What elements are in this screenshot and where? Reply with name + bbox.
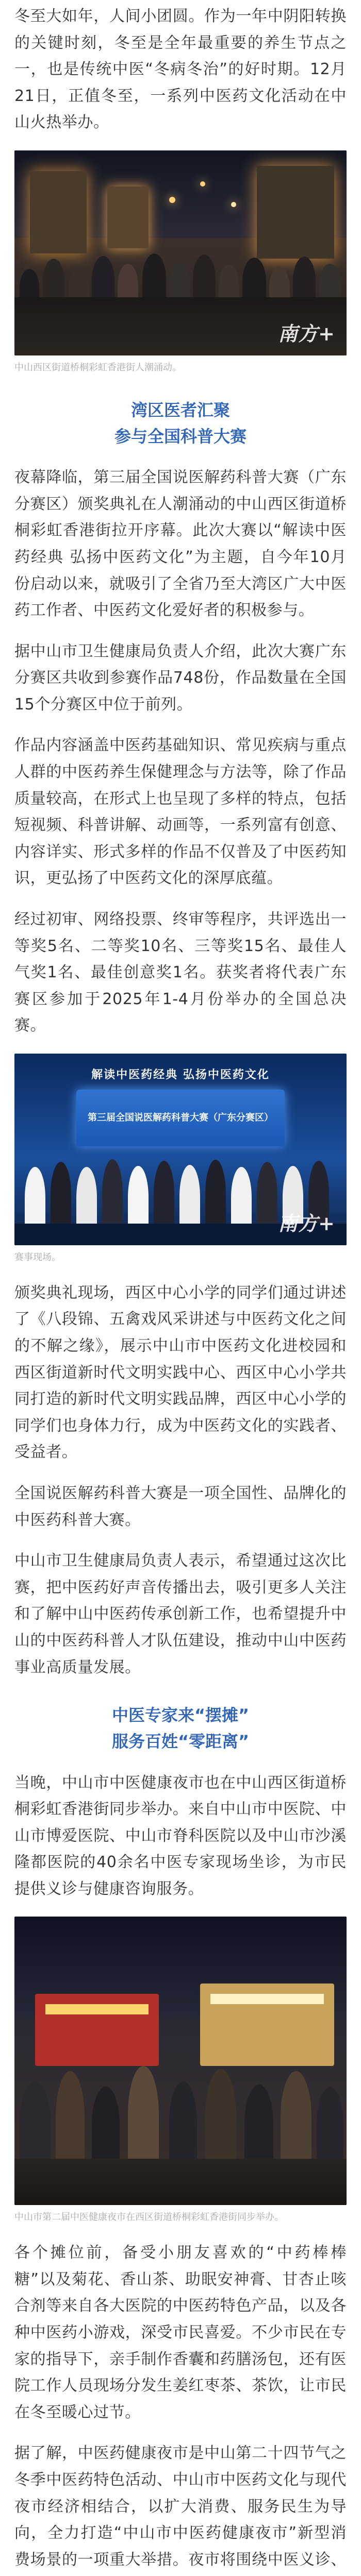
- stage-slogan: 解读中医药经典 弘扬中医药文化: [91, 1069, 270, 1082]
- paragraph: 作品内容涵盖中医药基础知识、常见疾病与重点人群的中医药养生保健理念与方法等，除了作品质量较高，在形式上也呈现了多样的特点，包括短视频、科普讲解、动画等，一系列富有创意、内容详实、形式多样的作品不仅普及了中医药知识，更弘扬了中医药文化的深厚底蕴。: [14, 736, 347, 888]
- paragraph: 据了解，中医药健康夜市是中山第二十四节气之冬季中医药特色活动、中山市中医药文化与现代夜市经济相结合，以扩大消费、服务民生为导向，全力打造“中山市中医药健康夜市”新型消费场景的一项重大举措。夜市将围绕中医义诊、: [14, 2444, 347, 2569]
- stage-banner: 第三届全国说医解药科普大赛（广东分赛区）: [88, 1112, 273, 1124]
- paragraph: 颁奖典礼现场，西区中心小学的同学们通过讲述了《八段锦、五禽戏风采讲述与中医药文化之间的不解之缘》，展示中山市中医药文化进校园和西区街道新时代文明实践中心、西区中心小学共同打造的新时代文明实践品牌，西区中心小学的同学们也身体力行，成为中医药文化的实践者、受益者。: [14, 1283, 347, 1462]
- paragraph: 全国说医解药科普大赛是一项全国性、品牌化的中医药科普大赛。: [14, 1484, 347, 1529]
- section-heading-line-1: 中医专家来“摆摊”: [111, 1705, 250, 1725]
- paragraph: 当晚，中山市中医健康夜市也在中山西区街道桥桐彩虹香港街同步举办。来自中山市中医院、中山市博爱医院、中山市脊科医院以及中山市沙溪隆都医院的40余名中医专家现场坐诊，为市民提供义诊与健康咨询服务。: [14, 1773, 347, 1898]
- photo-street-crowd: [14, 150, 347, 355]
- section-heading-line-2: 参与全国科普大赛: [114, 426, 247, 446]
- photo-caption: 赛事现场。: [14, 1252, 61, 1263]
- photo-night-market: [14, 1917, 347, 2205]
- paragraph-intro: 冬至大如年，人间小团圆。作为一年中阴阳转换的关键时刻，冬至是全年最重要的养生节点之一，也是传统中医“冬病冬治”的好时期。12月21日，正值冬至，一系列中医药文化活动在中山火热举办。: [14, 7, 347, 132]
- section-heading: [0, 1702, 361, 1755]
- section-heading-line-1: 湾区医者汇聚: [130, 400, 230, 420]
- section-heading: [0, 397, 361, 450]
- watermark-logo: 南方+: [278, 321, 335, 345]
- section-heading-line-2: 服务百姓“零距离”: [111, 1732, 250, 1752]
- paragraph: 各个摊位前，备受小朋友喜欢的“中药棒棒糖”以及菊花、香山茶、助眠安神膏、甘杏止咳合剂等来自各大医院的中医药特色产品，以及各种中医药小游戏，深受市民喜爱。不少市民在专家的指导下，亲手制作香囊和药膳汤包，还有医院工作人员现场分发生姜红枣茶、茶饮，让市民在冬至暖心过节。: [14, 2244, 347, 2421]
- photo-caption: 中山市第二届中医健康夜市在西区街道桥桐彩虹香港街同步举办。: [14, 2212, 284, 2223]
- paragraph: 据中山市卫生健康局负责人介绍，此次大赛广东分赛区共收到参赛作品748份，作品数量在全国15个分赛区中位于前列。: [14, 642, 347, 714]
- paragraph: 夜幕降临，第三届全国说医解药科普大赛（广东分赛区）颁奖典礼在人潮涌动的中山西区街道桥桐彩虹香港街拉开序幕。此次大赛以“解读中医药经典 弘扬中医药文化”为主题，自今年10月份启动以来，就吸引了全省乃至大湾区广大中医药工作者、中医药文化爱好者的积极参与。: [14, 468, 347, 620]
- paragraph: 中山市卫生健康局负责人表示，希望通过这次比赛，把中医药好声音传播出去，吸引更多人关注和了解中山中医药传承创新工作，也希望提升中山的中医药科普人才队伍建设，推动中山中医药事业高质量发展。: [14, 1552, 347, 1676]
- photo-caption: 中山西区街道桥桐彩虹香港街人潮涌动。: [14, 362, 182, 373]
- watermark-logo: 南方+: [278, 1212, 335, 1235]
- photo-award-stage: [14, 1054, 347, 1245]
- paragraph: 经过初审、网络投票、终审等程序，共评选出一等奖5名、二等奖10名、三等奖15名、最佳人气奖1名、最佳创意奖1名。获奖者将代表广东赛区参加于2025年1-4月份举办的全国总决赛。: [14, 910, 347, 1035]
